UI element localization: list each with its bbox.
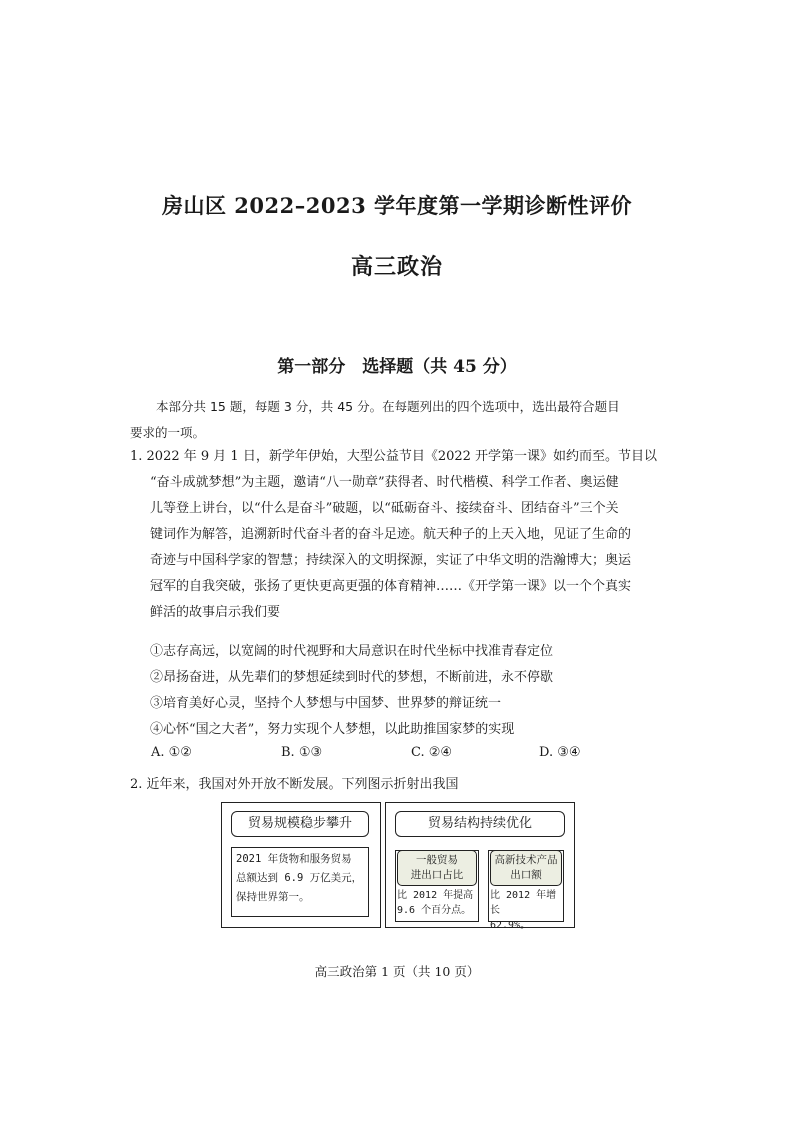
- question-1-line: 鲜活的故事启示我们要: [150, 605, 281, 620]
- question-1-statement: ①志存高远，以宽阔的时代视野和大局意识在时代坐标中找准青春定位: [150, 644, 554, 659]
- choice-a[interactable]: A. ①②: [151, 745, 192, 760]
- exam-subject: 高三政治: [350, 254, 443, 280]
- section-instructions: [130, 394, 670, 446]
- text-line: 保持世界第一。: [236, 891, 310, 903]
- question-1-line: 儿等登上讲台，以“什么是奋斗”破题，以“砥砺奋斗、接续奋斗、团结奋斗”三个关: [150, 501, 619, 516]
- instructions-line: 要求的一项。: [130, 425, 206, 440]
- trade-scale-text: [231, 847, 369, 917]
- trade-scale-header: 贸易规模稳步攀升: [231, 811, 369, 837]
- choice-b[interactable]: B. ①③: [281, 745, 323, 760]
- tag-line: 出口额: [510, 869, 542, 881]
- question-1: [130, 444, 675, 626]
- question-1-line: 冠军的自我突破，张扬了更快更高更强的体育精神……《开学第一课》以一个个真实: [150, 579, 632, 594]
- text-line: 比 2012 年提高: [397, 890, 474, 901]
- page-footer: 高三政治第 1 页（共 10 页）: [314, 964, 480, 979]
- choice-c[interactable]: C. ②④: [411, 745, 453, 760]
- hightech-text: [488, 888, 564, 931]
- question-1-line: 键词作为解答，追溯新时代奋斗者的奋斗足迹。航天种子的上天入地，见证了生命的: [150, 527, 632, 542]
- question-1-statement: ③培育美好心灵，坚持个人梦想与中国梦、世界梦的辩证统一: [150, 696, 502, 711]
- question-2: [130, 772, 675, 798]
- tag-line: 进出口占比: [410, 869, 464, 881]
- choice-d[interactable]: D. ③④: [539, 745, 581, 760]
- general-trade-text: [395, 888, 479, 922]
- tag-line: 高新技术产品: [494, 854, 558, 866]
- text-line: 2021 年货物和服务贸易: [236, 853, 352, 865]
- question-1-statement: ④心怀“国之大者”，努力实现个人梦想，以此助推国家梦的实现: [150, 722, 515, 737]
- general-trade-tag: [397, 850, 477, 886]
- text-line: 62.9%。: [490, 920, 531, 931]
- question-2-stem: 2. 近年来，我国对外开放不断发展。下列图示折射出我国: [130, 777, 459, 792]
- question-1-line: 奇迹与中国科学家的智慧；持续深入的文明探源，实证了中华文明的浩瀚博大；奥运: [150, 553, 632, 568]
- trade-structure-header: 贸易结构持续优化: [395, 811, 565, 837]
- question-1-statement: ②昂扬奋进，从先辈们的梦想延续到时代的梦想，不断前进，永不停歇: [150, 670, 554, 685]
- text-line: 9.6 个百分点。: [397, 905, 472, 916]
- text-line: 比 2012 年增长: [490, 890, 557, 916]
- tag-line: 一般贸易: [416, 854, 458, 866]
- question-1-line: “奋斗成就梦想”为主题，邀请“八一勋章”获得者、时代楷模、科学工作者、奥运健: [150, 475, 619, 490]
- text-line: 总额达到 6.9 万亿美元，: [236, 872, 363, 884]
- instructions-line: 本部分共 15 题，每题 3 分，共 45 分。在每题列出的四个选项中，选出最符合题目: [156, 399, 620, 414]
- question-1-line: 1. 2022 年 9 月 1 日，新学年伊始，大型公益节目《2022 开学第一课》如约而至。节目以: [130, 449, 658, 464]
- hightech-tag: [490, 850, 562, 886]
- section-title: 第一部分 选择题（共 45 分）: [277, 357, 517, 377]
- exam-title: 房山区 2022–2023 学年度第一学期诊断性评价: [161, 193, 632, 218]
